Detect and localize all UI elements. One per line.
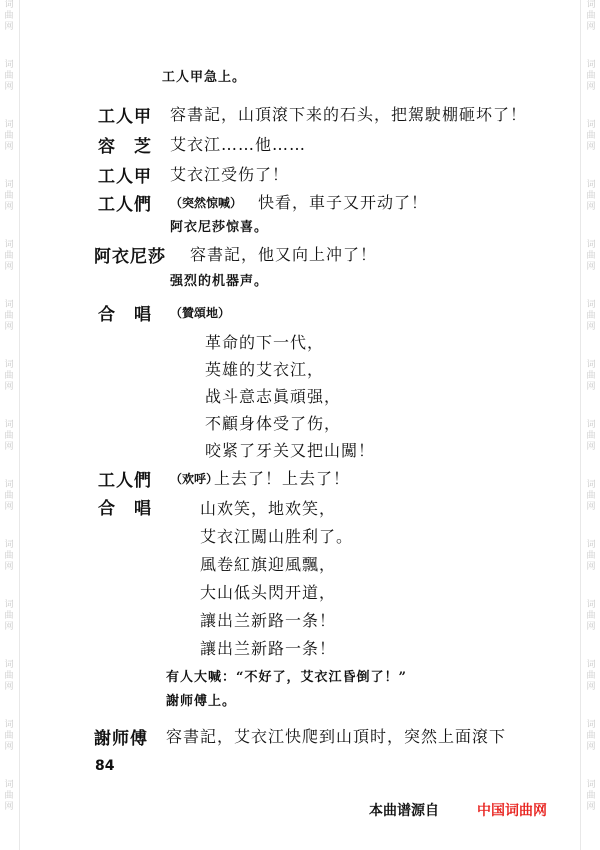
watermark-char: 词 <box>4 300 14 310</box>
watermark-char: 网 <box>4 802 14 812</box>
left-watermark-tile <box>0 660 18 693</box>
speaker-label: 阿衣尼莎 <box>94 247 166 267</box>
right-watermark-tile <box>582 720 600 753</box>
watermark-char: 网 <box>4 622 14 632</box>
watermark-char: 曲 <box>586 791 596 801</box>
watermark-char: 网 <box>4 262 14 272</box>
watermark-char: 曲 <box>586 551 596 561</box>
left-watermark-tile <box>0 60 18 93</box>
watermark-char: 网 <box>586 322 596 332</box>
watermark-char: 词 <box>4 0 14 10</box>
dialogue-text: 容書記，艾衣江快爬到山頂时，突然上面滾下 <box>166 727 507 746</box>
verse-line: 艾衣江闖山胜利了。 <box>200 527 354 546</box>
watermark-char: 网 <box>586 262 596 272</box>
speaker-label: 工人們 <box>98 471 152 491</box>
watermark-char: 词 <box>586 540 596 550</box>
site-link[interactable]: 中国词曲网 <box>477 803 547 819</box>
verse-line: 咬紧了牙关又把山闖！ <box>205 441 376 460</box>
watermark-char: 网 <box>4 22 14 32</box>
right-watermark-tile <box>582 660 600 693</box>
stage-direction: 有人大喊：“不好了，艾衣江昏倒了！” <box>166 670 407 685</box>
watermark-char: 曲 <box>586 251 596 261</box>
verse-line: 大山低头閃开道， <box>200 583 337 602</box>
watermark-char: 网 <box>4 202 14 212</box>
source-label: 本曲谱源自 <box>369 803 439 819</box>
dialogue-text: 艾衣江……他…… <box>170 135 307 154</box>
watermark-char: 词 <box>586 240 596 250</box>
watermark-char: 网 <box>586 82 596 92</box>
stage-direction: 阿衣尼莎惊喜。 <box>170 220 269 235</box>
watermark-char: 词 <box>586 600 596 610</box>
watermark-char: 词 <box>4 720 14 730</box>
stage-direction: 謝师傅上。 <box>166 694 237 709</box>
dialogue-text: 快看，車子又开动了！ <box>258 193 429 212</box>
stage-aside: （贊頌地） <box>170 306 231 320</box>
watermark-char: 曲 <box>4 671 14 681</box>
speaker-label: 謝师傅 <box>94 729 148 749</box>
right-watermark-tile <box>582 0 600 33</box>
stage-direction: 强烈的机器声。 <box>170 274 269 289</box>
verse-line: 革命的下一代， <box>205 333 325 352</box>
watermark-char: 网 <box>586 442 596 452</box>
page-number: 84 <box>95 758 115 774</box>
speaker-label: 容 芝 <box>98 137 152 157</box>
watermark-char: 网 <box>586 142 596 152</box>
right-watermark-tile <box>582 180 600 213</box>
dialogue-text: 上去了！上去了！ <box>214 469 351 488</box>
right-watermark-tile <box>582 240 600 273</box>
speaker-label: 合 唱 <box>98 499 152 519</box>
watermark-char: 网 <box>4 82 14 92</box>
right-watermark-tile <box>582 480 600 513</box>
watermark-char: 网 <box>586 502 596 512</box>
watermark-char: 网 <box>586 562 596 572</box>
watermark-char: 词 <box>4 780 14 790</box>
dialogue-text: 容書記，山頂滾下来的石头，把駕駛棚砸坏了！ <box>170 105 528 124</box>
watermark-char: 词 <box>586 720 596 730</box>
speaker-label: 工人甲 <box>98 167 152 187</box>
watermark-char: 曲 <box>4 11 14 21</box>
watermark-char: 曲 <box>586 611 596 621</box>
right-watermark-tile <box>582 300 600 333</box>
watermark-char: 曲 <box>586 131 596 141</box>
watermark-char: 网 <box>586 622 596 632</box>
watermark-char: 网 <box>4 442 14 452</box>
left-watermark-tile <box>0 720 18 753</box>
watermark-char: 词 <box>586 60 596 70</box>
watermark-char: 词 <box>4 360 14 370</box>
watermark-char: 网 <box>4 322 14 332</box>
verse-line: 風卷紅旗迎風飄， <box>200 555 337 574</box>
dialogue-text: 艾衣江受伤了！ <box>170 165 290 184</box>
watermark-char: 曲 <box>4 611 14 621</box>
watermark-char: 网 <box>586 742 596 752</box>
watermark-char: 曲 <box>4 131 14 141</box>
right-watermark-tile <box>582 420 600 453</box>
watermark-char: 词 <box>4 660 14 670</box>
right-margin-rule <box>580 0 581 850</box>
watermark-char: 曲 <box>4 551 14 561</box>
left-watermark-tile <box>0 780 18 813</box>
verse-line: 不顧身体受了伤， <box>205 414 342 433</box>
watermark-char: 词 <box>4 120 14 130</box>
left-watermark-tile <box>0 420 18 453</box>
watermark-char: 曲 <box>586 431 596 441</box>
verse-line: 战斗意志眞頑强， <box>205 387 342 406</box>
watermark-char: 曲 <box>586 191 596 201</box>
watermark-char: 曲 <box>4 251 14 261</box>
watermark-char: 词 <box>4 540 14 550</box>
left-margin-rule <box>19 0 20 850</box>
watermark-char: 曲 <box>4 71 14 81</box>
stage-aside: （欢呼） <box>170 472 219 486</box>
right-watermark-tile <box>582 600 600 633</box>
left-watermark-tile <box>0 240 18 273</box>
watermark-char: 曲 <box>4 731 14 741</box>
watermark-char: 词 <box>586 300 596 310</box>
watermark-char: 网 <box>586 682 596 692</box>
watermark-char: 曲 <box>4 191 14 201</box>
watermark-char: 词 <box>4 180 14 190</box>
watermark-char: 曲 <box>4 371 14 381</box>
left-watermark-tile <box>0 0 18 33</box>
watermark-char: 网 <box>4 142 14 152</box>
left-watermark-tile <box>0 360 18 393</box>
right-watermark-tile <box>582 360 600 393</box>
watermark-char: 词 <box>4 60 14 70</box>
verse-line: 讓出兰新路一条！ <box>200 611 337 630</box>
watermark-char: 曲 <box>586 71 596 81</box>
watermark-char: 曲 <box>586 371 596 381</box>
watermark-char: 网 <box>4 382 14 392</box>
left-watermark-tile <box>0 540 18 573</box>
watermark-char: 曲 <box>4 491 14 501</box>
watermark-char: 词 <box>586 0 596 10</box>
watermark-char: 网 <box>586 22 596 32</box>
watermark-char: 网 <box>4 562 14 572</box>
right-watermark-tile <box>582 540 600 573</box>
watermark-char: 曲 <box>4 431 14 441</box>
watermark-char: 网 <box>4 742 14 752</box>
watermark-char: 网 <box>4 682 14 692</box>
verse-line: 山欢笑，地欢笑， <box>200 499 337 518</box>
left-watermark-tile <box>0 300 18 333</box>
verse-line: 讓出兰新路一条！ <box>200 639 337 658</box>
watermark-char: 词 <box>586 360 596 370</box>
left-watermark-tile <box>0 600 18 633</box>
watermark-char: 网 <box>586 382 596 392</box>
watermark-char: 词 <box>586 660 596 670</box>
watermark-char: 词 <box>4 420 14 430</box>
right-watermark-tile <box>582 120 600 153</box>
left-watermark-tile <box>0 180 18 213</box>
watermark-char: 词 <box>4 240 14 250</box>
watermark-char: 网 <box>4 502 14 512</box>
left-watermark-tile <box>0 120 18 153</box>
right-watermark-column <box>582 0 600 850</box>
watermark-char: 词 <box>586 780 596 790</box>
stage-aside: （突然惊喊） <box>170 196 243 210</box>
watermark-char: 曲 <box>586 491 596 501</box>
watermark-char: 词 <box>4 600 14 610</box>
left-watermark-column <box>0 0 18 850</box>
right-watermark-tile <box>582 780 600 813</box>
speaker-label: 合 唱 <box>98 305 152 325</box>
watermark-char: 词 <box>586 480 596 490</box>
watermark-char: 词 <box>4 480 14 490</box>
watermark-char: 词 <box>586 180 596 190</box>
watermark-char: 曲 <box>586 311 596 321</box>
watermark-char: 曲 <box>586 671 596 681</box>
watermark-char: 曲 <box>4 791 14 801</box>
stage-direction: 工人甲急上。 <box>162 70 247 85</box>
speaker-label: 工人甲 <box>98 107 152 127</box>
watermark-char: 网 <box>586 202 596 212</box>
watermark-char: 词 <box>586 420 596 430</box>
watermark-char: 曲 <box>586 731 596 741</box>
left-watermark-tile <box>0 480 18 513</box>
watermark-char: 词 <box>586 120 596 130</box>
watermark-char: 曲 <box>4 311 14 321</box>
speaker-label: 工人們 <box>98 195 152 215</box>
watermark-char: 曲 <box>586 11 596 21</box>
watermark-char: 网 <box>586 802 596 812</box>
verse-line: 英雄的艾衣江， <box>205 360 325 379</box>
right-watermark-tile <box>582 60 600 93</box>
dialogue-text: 容書記，他又向上冲了！ <box>190 245 378 264</box>
